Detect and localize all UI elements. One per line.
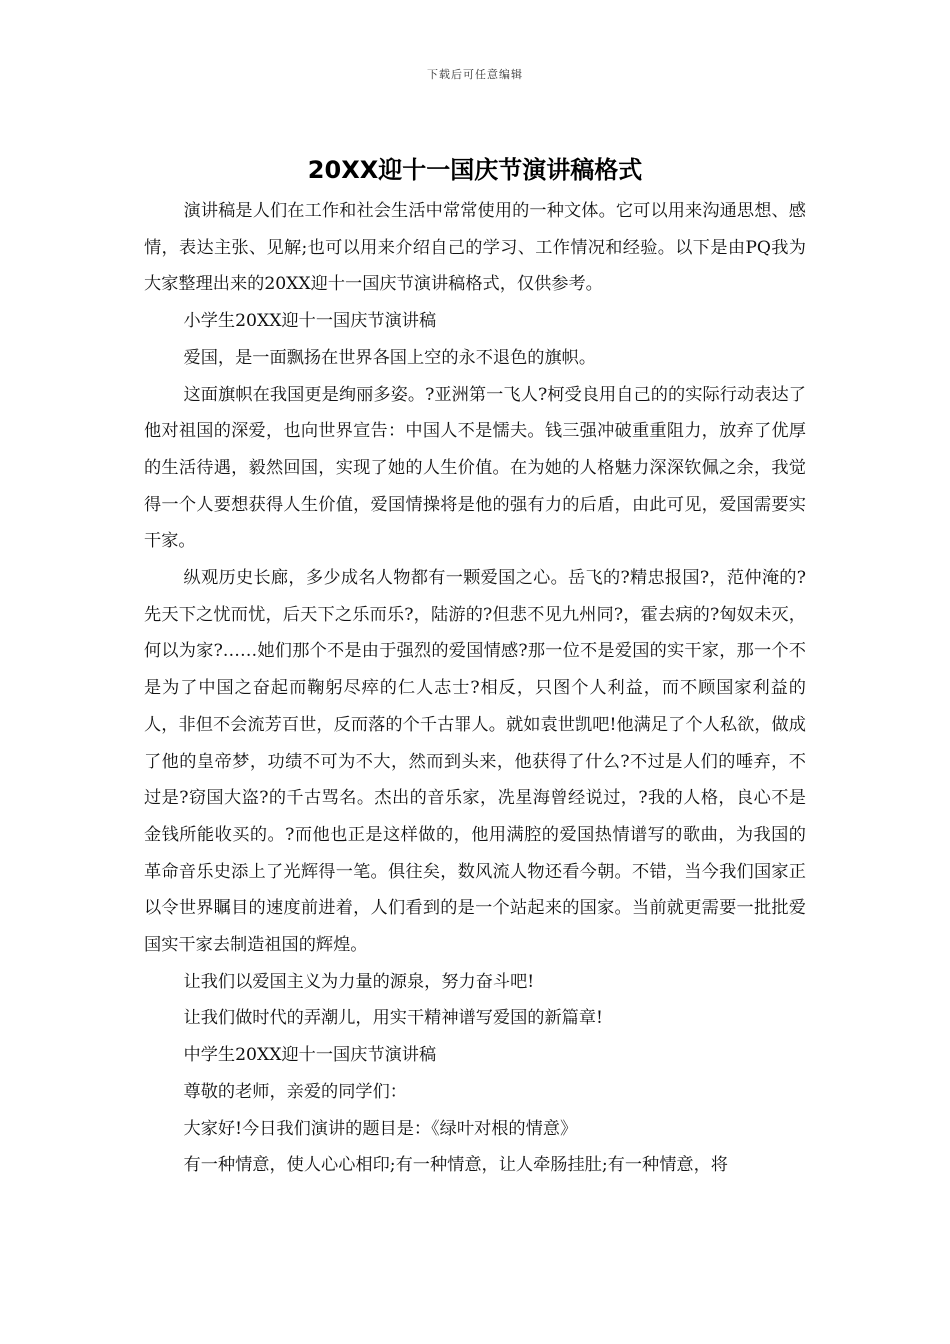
- paragraph-intro: 演讲稿是人们在工作和社会生活中常常使用的一种文体。它可以用来沟通思想、感情，表达主张、见解;也可以用来介绍自己的学习、工作情况和经验。以下是由PQ我为大家整理出来的20XX迎十一国庆节演讲稿格式，仅供参考。: [144, 201, 806, 295]
- section-heading-middle: 中学生20XX迎十一国庆节演讲稿: [183, 1045, 437, 1066]
- document-title: 20XX迎十一国庆节演讲稿格式: [307, 156, 643, 184]
- header-note: 下载后可任意编辑: [427, 68, 523, 81]
- paragraph: 有一种情意，使人心心相印;有一种情意，让人牵肠挂肚;有一种情意，将: [183, 1155, 728, 1176]
- section-heading-primary: 小学生20XX迎十一国庆节演讲稿: [183, 311, 437, 332]
- paragraph: 爱国，是一面飘扬在世界各国上空的永不退色的旗帜。: [183, 347, 597, 368]
- document-body: [144, 193, 806, 1184]
- paragraph: 大家好!今日我们演讲的题目是：《绿叶对根的情意》: [183, 1118, 578, 1139]
- paragraph: 纵观历史长廊，多少成名人物都有一颗爱国之心。岳飞的?精忠报国?，范仲淹的?先天下之忧而忧，后天下之乐而乐?，陆游的?但悲不见九州同?，霍去病的?匈奴未灭，何以为家?……她们那个不是由于强烈的爱国情感?那一位不是爱国的实干家，那一个不是为了中国之奋起而鞠躬尽瘁的仁人志士?相反，只图个人利益，而不顾国家利益的人，非但不会流芳百世，反而落的个千古罪人。就如袁世凯吧!他满足了个人私欲，做成了他的皇帝梦，功绩不可为不大，然而到头来，他获得了什么?不过是人们的唾弃，不过是?窃国大盗?的千古骂名。杰出的音乐家，冼星海曾经说过，?我的人格，良心不是金钱所能收买的。?而他也正是这样做的，他用满腔的爱国热情谱写的歌曲，为我国的革命音乐史添上了光辉得一笔。俱往矣，数风流人物还看今朝。不错，当今我们国家正以令世界瞩目的速度前进着，人们看到的是一个站起来的国家。当前就更需要一批批爱国实干家去制造祖国的辉煌。: [144, 568, 806, 956]
- paragraph: 让我们做时代的弄潮儿，用实干精神谱写爱国的新篇章!: [183, 1008, 603, 1029]
- paragraph: 让我们以爱国主义为力量的源泉，努力奋斗吧!: [183, 971, 535, 992]
- paragraph-greeting: 尊敬的老师，亲爱的同学们：: [183, 1081, 407, 1102]
- paragraph: 这面旗帜在我国更是绚丽多姿。?亚洲第一飞人?柯受良用自己的的实际行动表达了他对祖国的深爱，也向世界宣告：中国人不是懦夫。钱三强冲破重重阻力，放弃了优厚的生活待遇，毅然回国，实现了她的人生价值。在为她的人格魅力深深钦佩之余，我觉得一个人要想获得人生价值，爱国情操将是他的强有力的后盾，由此可见，爱国需要实干家。: [144, 384, 806, 552]
